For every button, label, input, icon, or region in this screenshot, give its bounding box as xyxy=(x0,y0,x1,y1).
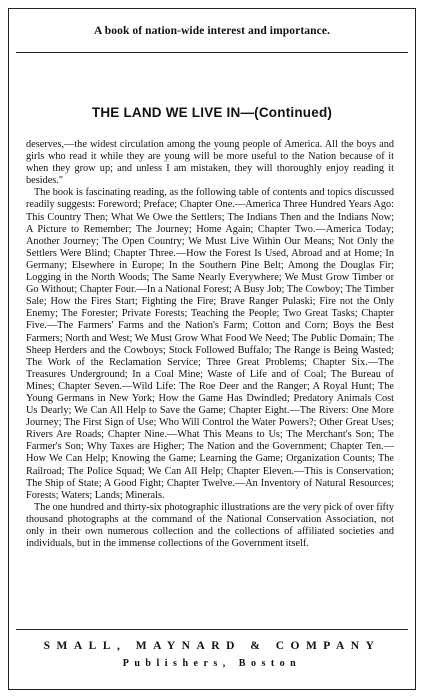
article-paragraph: The one hundred and thirty-six photographic illustrations are the very pick of over fifty thousand photographs at the command of the National Conservation Association, not only in their own numerous collection and the collections of affiliated societies and individuals, but in the immense collections of the Government itself. xyxy=(26,501,394,550)
article-body xyxy=(26,139,394,550)
publisher-location: Publishers, Boston xyxy=(122,658,302,669)
article-title: THE LAND WE LIVE IN—(Continued) xyxy=(91,105,333,120)
header-divider xyxy=(16,52,408,53)
footer-divider xyxy=(16,629,408,630)
publisher-name: SMALL, MAYNARD & COMPANY xyxy=(43,640,381,652)
article-paragraph: The book is fascinating reading, as the following table of contents and topics discussed readily suggests: Foreword; Preface; Chapter One.—America Three Hundred Years Ago: This Country Then; What We Owe the Settlers; The Indians Then and the Indians Now; A Picture to Remember; The Journey; Home Again; Chapter Two.—America Today; Another Journey; The Open Country; We Must Live Within Our Means; Not Only the Settlers Were Blind; Chapter Three.—How the Forest Is Used, Abroad and at Home; In Germany; Elsewhere in Europe; In the Southern Pine Belt; Among the Douglas Fir; Logging in the North Woods; The Same Nearly Everywhere; We Must Grow Timber or Go Without; Chapter Four.—In a National Forest; A Busy Job; The Cowboy; The Timber Sale; How the Fires Start; Fighting the Fire; Brave Ranger Pulaski; Fire not the Only Enemy; The Forester; Private Forests; Teaching the People; Two Great Tasks; Chapter Five.—The Farmers' Farms and the Nation's Farm; Cotton and Corn; Boys the Best Farmers; North and West; We Must Grow What Food We Need; The Public Domain; The Sheep Herders and the Cowboys; Stock Followed Buffalo; The Range is Being Wasted; The Work of the Reclamation Service; Three Great Problems; Chapter Six.—The Treasures Underground; In a Coal Mine; Waste of Life and of Coal; The Bureau of Mines; Chapter Seven.—Wild Life: The Roe Deer and the Ranger; A Royal Hunt; The Young Germans in New York; How the Game Has Dwindled; Predatory Animals Cost Us Dearly; We Can All Help to Save the Game; Chapter Eight.—The Rivers: One More Journey; The First Sign of Use; Who Will Control the Water Powers?; Other Great Uses; Rivers Are Roads; Chapter Nine.—What This Means to Us; The Merchant's Son; The Farmer's Son; Why Taxes are Higher; The Nation and the Government; Chapter Ten.—How We Can Help; Knowing the Game; Learning the Game; Organization Counts; The Railroad; The Police Squad; We Can All Help; Chapter Eleven.—This is Conservation; The Ship of State; A Good Fight; Chapter Twelve.—An Inventory of Natural Resources; Forests; Waters; Lands; Minerals. xyxy=(26,187,394,501)
header-tagline: A book of nation-wide interest and importance. xyxy=(94,25,330,37)
article-paragraph: deserves,—the widest circulation among the young people of America. All the boys and girls who read it while they are young will be more useful to the Nation because of it when they grow up; and unless I am mistaken, they will thoroughly enjoy reading it besides." xyxy=(26,139,394,187)
